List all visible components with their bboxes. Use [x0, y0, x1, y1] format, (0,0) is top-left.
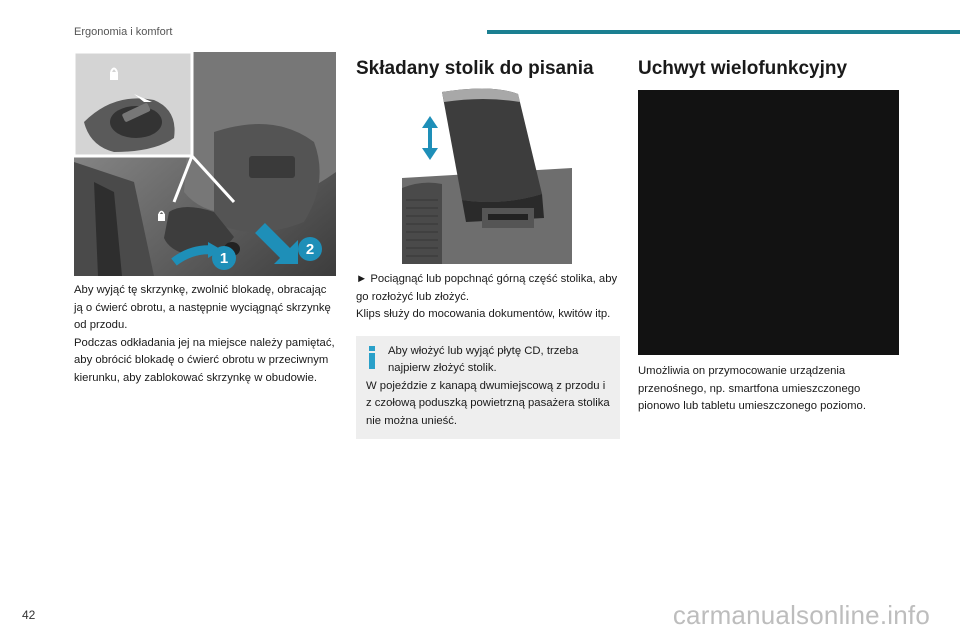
- folding-table-text: [356, 271, 620, 324]
- holder-image-placeholder: [638, 90, 899, 355]
- page-number: 42: [22, 608, 36, 622]
- watermark: carmanualsonline.info: [672, 600, 930, 630]
- info-note-header: [366, 343, 612, 378]
- holder-text: [638, 363, 900, 416]
- instruction-text: ► Pociągnąć lub popchnąć górną część stolika, aby go rozłożyć lub złożyć.: [356, 273, 618, 303]
- note-first-text: Aby włożyć lub wyjąć płytę CD, trzeba najpierw złożyć stolik.: [388, 344, 579, 374]
- note-second-text: W pojeździe z kanapą dwumiejscową z przodu i z czołową poduszką powietrzną pasażera stolika nie można unieść.: [366, 379, 610, 427]
- info-note: [356, 336, 620, 440]
- folding-table-illustration: [402, 88, 572, 264]
- section-heading: Uchwyt wielofunkcyjny: [638, 58, 848, 79]
- storage-box-text: [74, 282, 336, 387]
- storage-box-illustration: [74, 52, 336, 276]
- chapter-title: Ergonomia i komfort: [74, 26, 173, 38]
- callout-1-label: 1: [219, 250, 229, 267]
- paragraph: Klips służy do mocowania dokumentów, kwitów itp.: [356, 308, 611, 320]
- section-heading: Składany stolik do pisania: [356, 58, 594, 79]
- storage-box-drawing: [74, 52, 336, 276]
- paragraph: Podczas odkładania jej na miejsce należy pamiętać, aby obrócić blokadę o ćwierć obrotu w przeciwnym kierunku, aby zablokować skrzynkę w obudowie.: [74, 336, 335, 384]
- column-multifunction-holder: [638, 52, 900, 416]
- column-folding-table: [356, 52, 620, 439]
- callout-2-label: 2: [305, 241, 315, 258]
- paragraph: Umożliwia on przymocowanie urządzenia przenośnego, np. smartfona umieszczonego pionowo lub tabletu umieszczonego poziomo.: [638, 365, 866, 412]
- info-icon: [368, 346, 376, 370]
- folding-table-drawing: [402, 88, 572, 264]
- chapter-accent-bar: [487, 30, 960, 34]
- paragraph: Aby wyjąć tę skrzynkę, zwolnić blokadę, obracając ją o ćwierć obrotu, a następnie wyciągnąć skrzynkę od przodu.: [74, 284, 331, 331]
- column-storage-box: [74, 52, 336, 387]
